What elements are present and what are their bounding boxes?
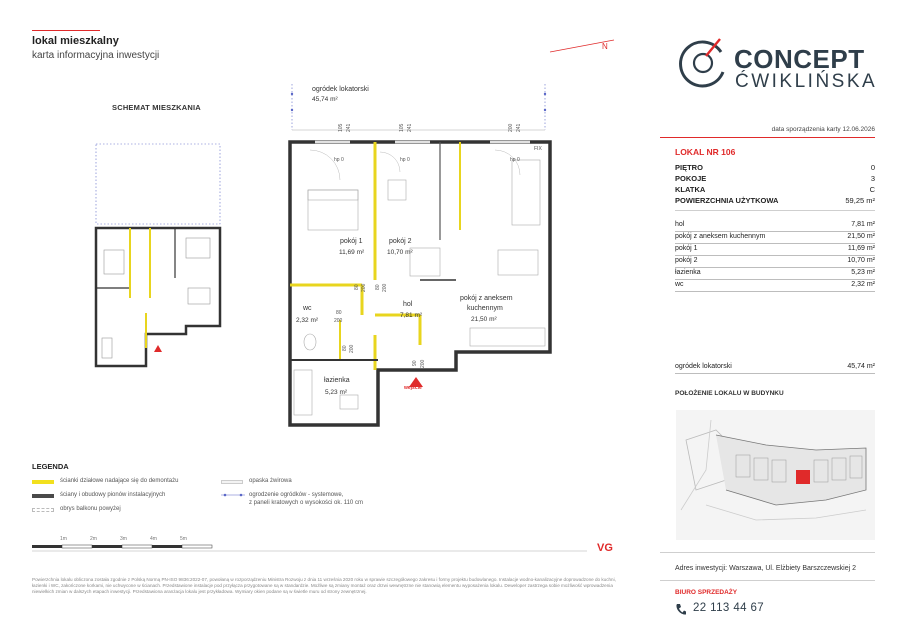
spec-rooms-value: 3 (870, 174, 875, 183)
brand-name: CONCEPT (734, 44, 865, 74)
door-dim-10: 200 (420, 359, 426, 368)
dim-top-2: 241 (346, 123, 352, 132)
plan-room-wc-area: 2,32 m² (296, 317, 319, 324)
door-dim-2: 200 (361, 283, 367, 292)
plan-garden-label: ogródek lokatorski (312, 86, 369, 93)
legend-text-fence: ogrodzenie ogródków - systemowe, (249, 492, 344, 498)
card-date: data sporządzenia karty 12.06.2026 (771, 126, 875, 133)
brand-subname: ĆWIKLIŃSKA (735, 71, 878, 92)
plan-room-pokoj2-area: 10,70 m² (387, 249, 413, 256)
legend-title: LEGENDA (32, 462, 69, 471)
room-row (675, 257, 875, 268)
room-area: 21,50 m² (847, 233, 875, 240)
dim-top-6: 241 (516, 123, 522, 132)
room-row (675, 233, 875, 244)
room-name: pokój 1 (675, 245, 698, 252)
spec-floor-label: PIĘTRO (675, 163, 703, 172)
spec-staircase-value: C (869, 185, 875, 194)
page-subtitle: karta informacyjna inwestycji (32, 50, 160, 61)
spec-floor (675, 163, 875, 172)
spec-staircase (675, 185, 875, 194)
door-dim-4: 200 (382, 283, 388, 292)
scale-label-1: 1m (60, 536, 67, 542)
plan-room-salon-area: 21,50 m² (471, 316, 497, 323)
room-row (675, 245, 875, 256)
legend-swatch-demolish (32, 480, 54, 484)
room-row (675, 281, 875, 292)
legend-text-demolish: ścianki działowe nadające się do demontażu (60, 478, 179, 484)
page-title: lokal mieszkalny (32, 35, 119, 47)
legend-swatch-gravel (221, 480, 243, 484)
legend-swatch-walls (32, 494, 54, 498)
plan-room-salon-2: kuchennym (467, 305, 503, 312)
legend-fence-icon (221, 492, 245, 498)
schematic-plan (90, 138, 240, 373)
hp-label-3: hp 0 (510, 157, 520, 163)
plan-room-pokoj1-area: 11,69 m² (339, 249, 365, 256)
scale-label-5: 5m (180, 536, 187, 542)
footer-disclaimer: Powierzchnia lokalu obliczona została zgodnie z Polską Normą PN-ISO 9836:2022-07, powołaną w rozporządzeniu Ministra Rozwoju z dnia 11 września 2020 roku w sprawie szczegółowego zakresu i formy projektu budowlanego. Instalacje wodno-kanalizacyjne doprowadzone do kuchni, łazienki i WC, zakończone korkami, nie uchwycone w ścianach. Przedstawione instalacje pod przyłącza przygotowane są w standardzie. Możliwe są zmiany montaż oraz drzwi wewnętrzne nie stanowią elementu wyposażenia lokalu. Deweloper zastrzega sobie możliwość wprowadzenia niewielkich zmian w dalszych etapach inwestycji. Przedstawiona aranżacja lokalu jest przykładowa. Wymiary okien podane są w świetle muru od strony zewnętrznej. (32, 577, 616, 594)
legend-text-fence-2: z paneli kratowych o wysokości ok. 110 cm (249, 500, 363, 506)
scale-label-3: 3m (120, 536, 127, 542)
sales-phone[interactable]: 22 113 44 67 (693, 602, 765, 614)
location-title: POŁOŻENIE LOKALU W BUDYNKU (675, 390, 784, 397)
plan-room-lazienka: łazienka (324, 377, 350, 384)
room-name: łazienka (675, 269, 701, 276)
divider (660, 580, 875, 581)
scale-label-2: 2m (90, 536, 97, 542)
sales-office-title: BIURO SPRZEDAŻY (675, 589, 738, 596)
spec-rooms (675, 174, 875, 183)
door-dim-3: 80 (375, 284, 381, 290)
door-dim-9: 90 (412, 360, 418, 366)
dim-top-1: 105 (338, 123, 344, 132)
room-row (675, 269, 875, 280)
room-name: pokój 2 (675, 257, 698, 264)
door-dim-1: 80 (354, 284, 360, 290)
room-name: hol (675, 221, 685, 228)
room-area: 11,69 m² (847, 245, 875, 252)
spec-rooms-label: POKOJE (675, 174, 707, 183)
room-name: pokój z aneksem kuchennym (675, 233, 766, 240)
plan-room-salon: pokój z aneksem (460, 295, 513, 302)
room-area: 7,81 m² (851, 221, 875, 228)
spec-area (675, 196, 875, 205)
room-name: wc (675, 281, 684, 288)
door-dim-6: 200 (334, 318, 343, 324)
legend-text-balcony: obrys balkonu powyżej (60, 506, 121, 512)
vg-logo: VG (597, 542, 613, 554)
site-location-map (676, 410, 875, 540)
investment-address: Adres inwestycji: Warszawa, Ul. Elżbiety Barszczewskiej 2 (675, 565, 857, 572)
plan-garden-area: 45,74 m² (312, 96, 338, 103)
scale-bar (32, 543, 592, 553)
svg-text:N: N (602, 42, 608, 51)
spec-area-label: POWIERZCHNIA UŻYTKOWA (675, 196, 779, 205)
north-arrow-icon (548, 38, 618, 56)
phone-icon (675, 603, 687, 616)
plan-room-pokoj2: pokój 2 (389, 238, 412, 245)
concept-logo-icon (676, 36, 730, 90)
room-area: 10,70 m² (847, 257, 875, 264)
garden-area: 45,74 m² (847, 363, 875, 370)
garden-name: ogródek lokatorski (675, 363, 732, 370)
hp-label-1: hp 0 (334, 157, 344, 163)
spec-area-value: 59,25 m² (845, 196, 875, 205)
header-accent-line (32, 30, 100, 31)
door-dim-8: 200 (349, 344, 355, 353)
legend-text-walls: ściany i obudowy pionów instalacyjnych (60, 492, 166, 498)
scale-label-4: 4m (150, 536, 157, 542)
plan-room-pokoj1: pokój 1 (340, 238, 363, 245)
divider (660, 552, 875, 553)
entry-label: wejście (404, 385, 422, 391)
room-area: 2,32 m² (851, 281, 875, 288)
dim-top-5: 200 (508, 123, 514, 132)
room-row (675, 221, 875, 232)
schema-title: SCHEMAT MIESZKANIA (112, 103, 201, 112)
plan-room-wc: wc (303, 305, 312, 312)
right-accent-line (660, 137, 875, 138)
spec-floor-value: 0 (870, 163, 875, 172)
room-area: 5,23 m² (851, 269, 875, 276)
plan-room-hol: hol (403, 301, 413, 308)
legend-swatch-balcony (32, 508, 54, 512)
door-dim-7: 80 (342, 345, 348, 351)
fix-label: FIX (534, 146, 542, 152)
dim-top-4: 241 (407, 123, 413, 132)
door-dim-5: 80 (336, 310, 342, 316)
unit-title: LOKAL NR 106 (675, 147, 736, 157)
hp-label-2: hp 0 (400, 157, 410, 163)
dim-top-3: 105 (399, 123, 405, 132)
spec-staircase-label: KLATKA (675, 185, 706, 194)
plan-room-hol-area: 7,81 m² (400, 312, 423, 319)
divider (675, 210, 875, 211)
garden-row (675, 363, 875, 374)
plan-room-lazienka-area: 5,23 m² (325, 389, 348, 396)
legend-text-gravel: opaska żwirowa (249, 478, 292, 484)
